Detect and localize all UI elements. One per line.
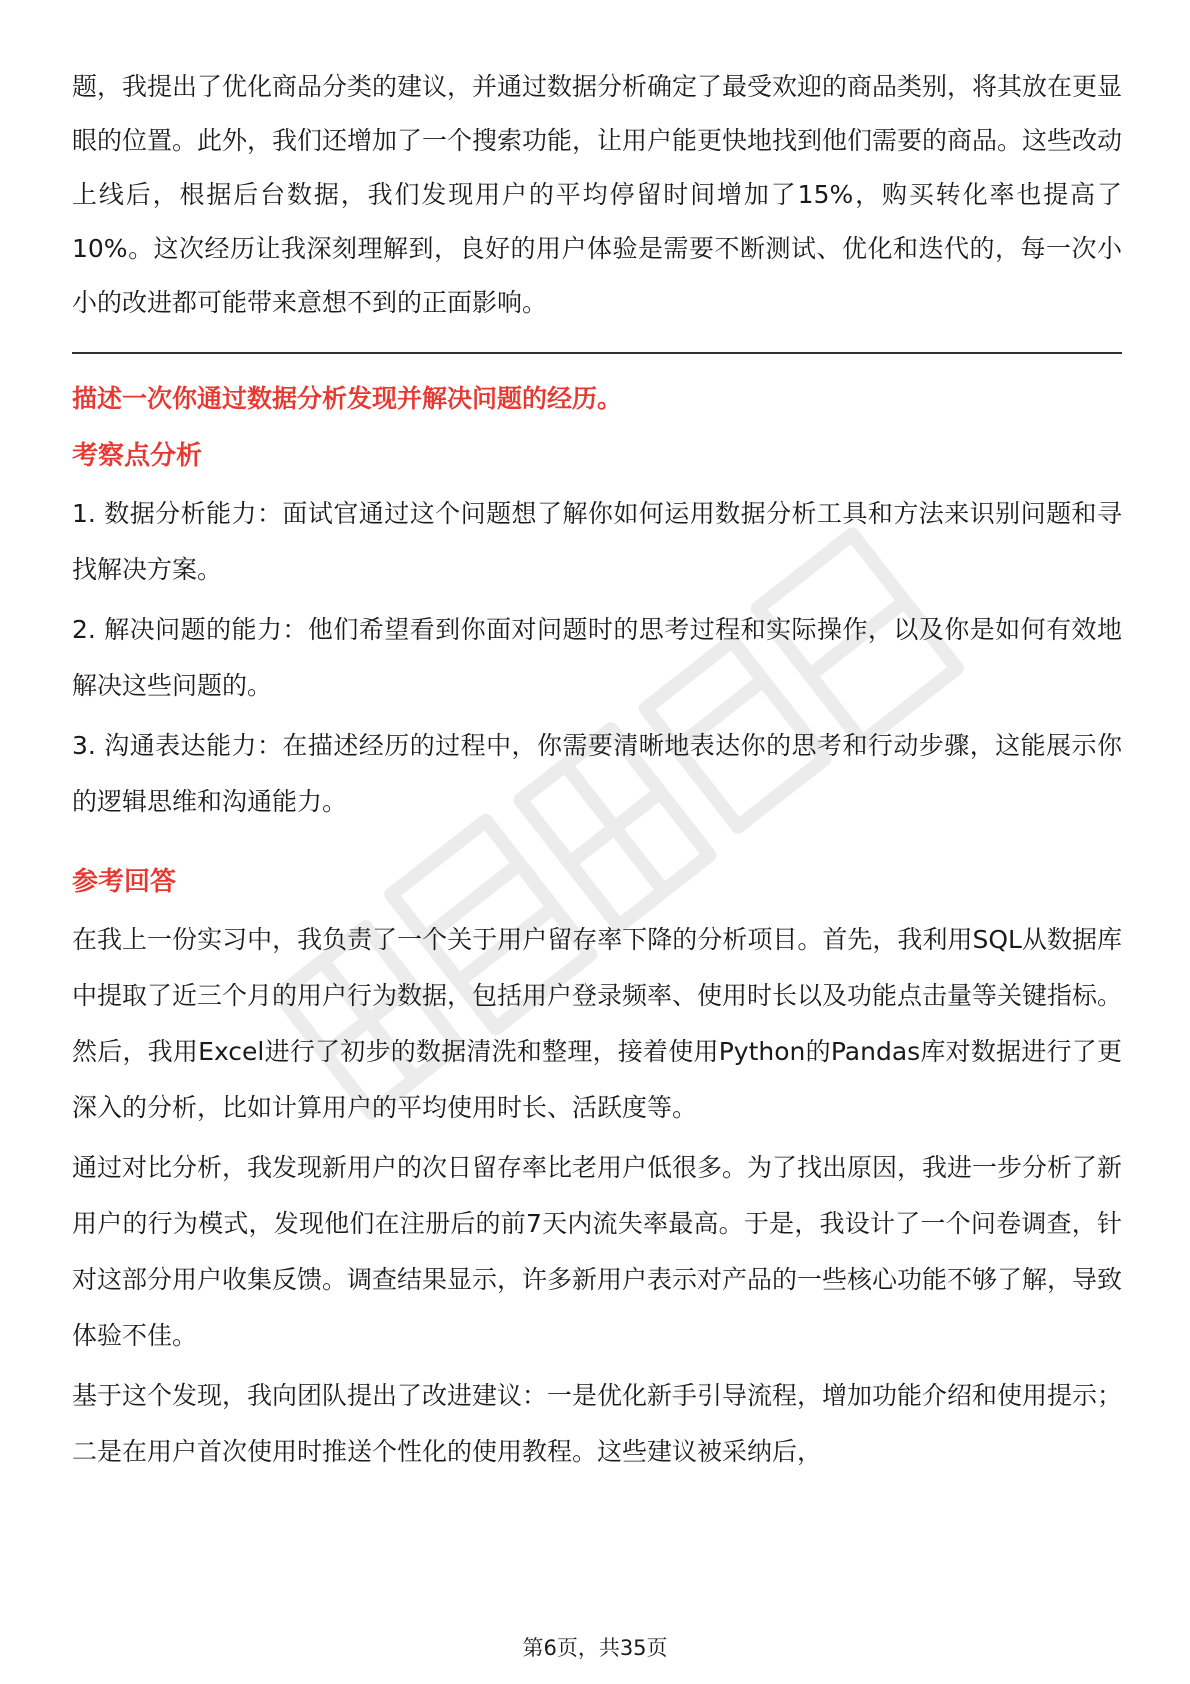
answer-paragraph: 通过对比分析，我发现新用户的次日留存率比老用户低很多。为了找出原因，我进一步分析了新用户的行为模式，发现他们在注册后的前7天内流失率最高。于是，我设计了一个问卷调查，针对这部分用户收集反馈。调查结果显示，许多新用户表示对产品的一些核心功能不够了解，导致体验不佳。 [72, 1153, 1123, 1350]
analysis-item: 3. 沟通表达能力：在描述经历的过程中，你需要清晰地表达你的思考和行动步骤，这能展示你的逻辑思维和沟通能力。 [72, 731, 1122, 816]
analysis-heading: 考察点分析 [72, 441, 203, 471]
answer-paragraph: 在我上一份实习中，我负责了一个关于用户留存率下降的分析项目。首先，我利用SQL从数据库中提取了近三个月的用户行为数据，包括用户登录频率、使用时长以及功能点击量等关键指标。然后，我用Excel进行了初步的数据清洗和整理，接着使用Python的Pandas库对数据进行了更深入的分析，比如计算用户的平均使用时长、活跃度等。 [72, 925, 1123, 1122]
section-divider [72, 352, 1122, 354]
intro-paragraph: 题，我提出了优化商品分类的建议，并通过数据分析确定了最受欢迎的商品类别，将其放在更显眼的位置。此外，我们还增加了一个搜索功能，让用户能更快地找到他们需要的商品。这些改动上线后，根据后台数据，我们发现用户的平均停留时间增加了15%，购买转化率也提高了10%。这次经历让我深刻理解到，良好的用户体验是需要不断测试、优化和迭代的，每一次小小的改进都可能带来意想不到的正面影响。 [72, 72, 1123, 317]
analysis-item: 1. 数据分析能力：面试官通过这个问题想了解你如何运用数据分析工具和方法来识别问题和寻找解决方案。 [72, 499, 1122, 584]
answer-paragraph: 基于这个发现，我向团队提出了改进建议：一是优化新手引导流程，增加功能介绍和使用提示；二是在用户首次使用时推送个性化的使用教程。这些建议被采纳后， [72, 1381, 1123, 1466]
spacer [72, 834, 1122, 850]
question-title: 描述一次你通过数据分析发现并解决问题的经历。 [72, 384, 623, 413]
answer-heading: 参考回答 [72, 867, 177, 897]
analysis-item: 2. 解决问题的能力：他们希望看到你面对问题时的思考过程和实际操作，以及你是如何有效地解决这些问题的。 [72, 615, 1122, 700]
document-page [72, 60, 1122, 1484]
page-footer: 第6页，共35页 [522, 1636, 668, 1660]
